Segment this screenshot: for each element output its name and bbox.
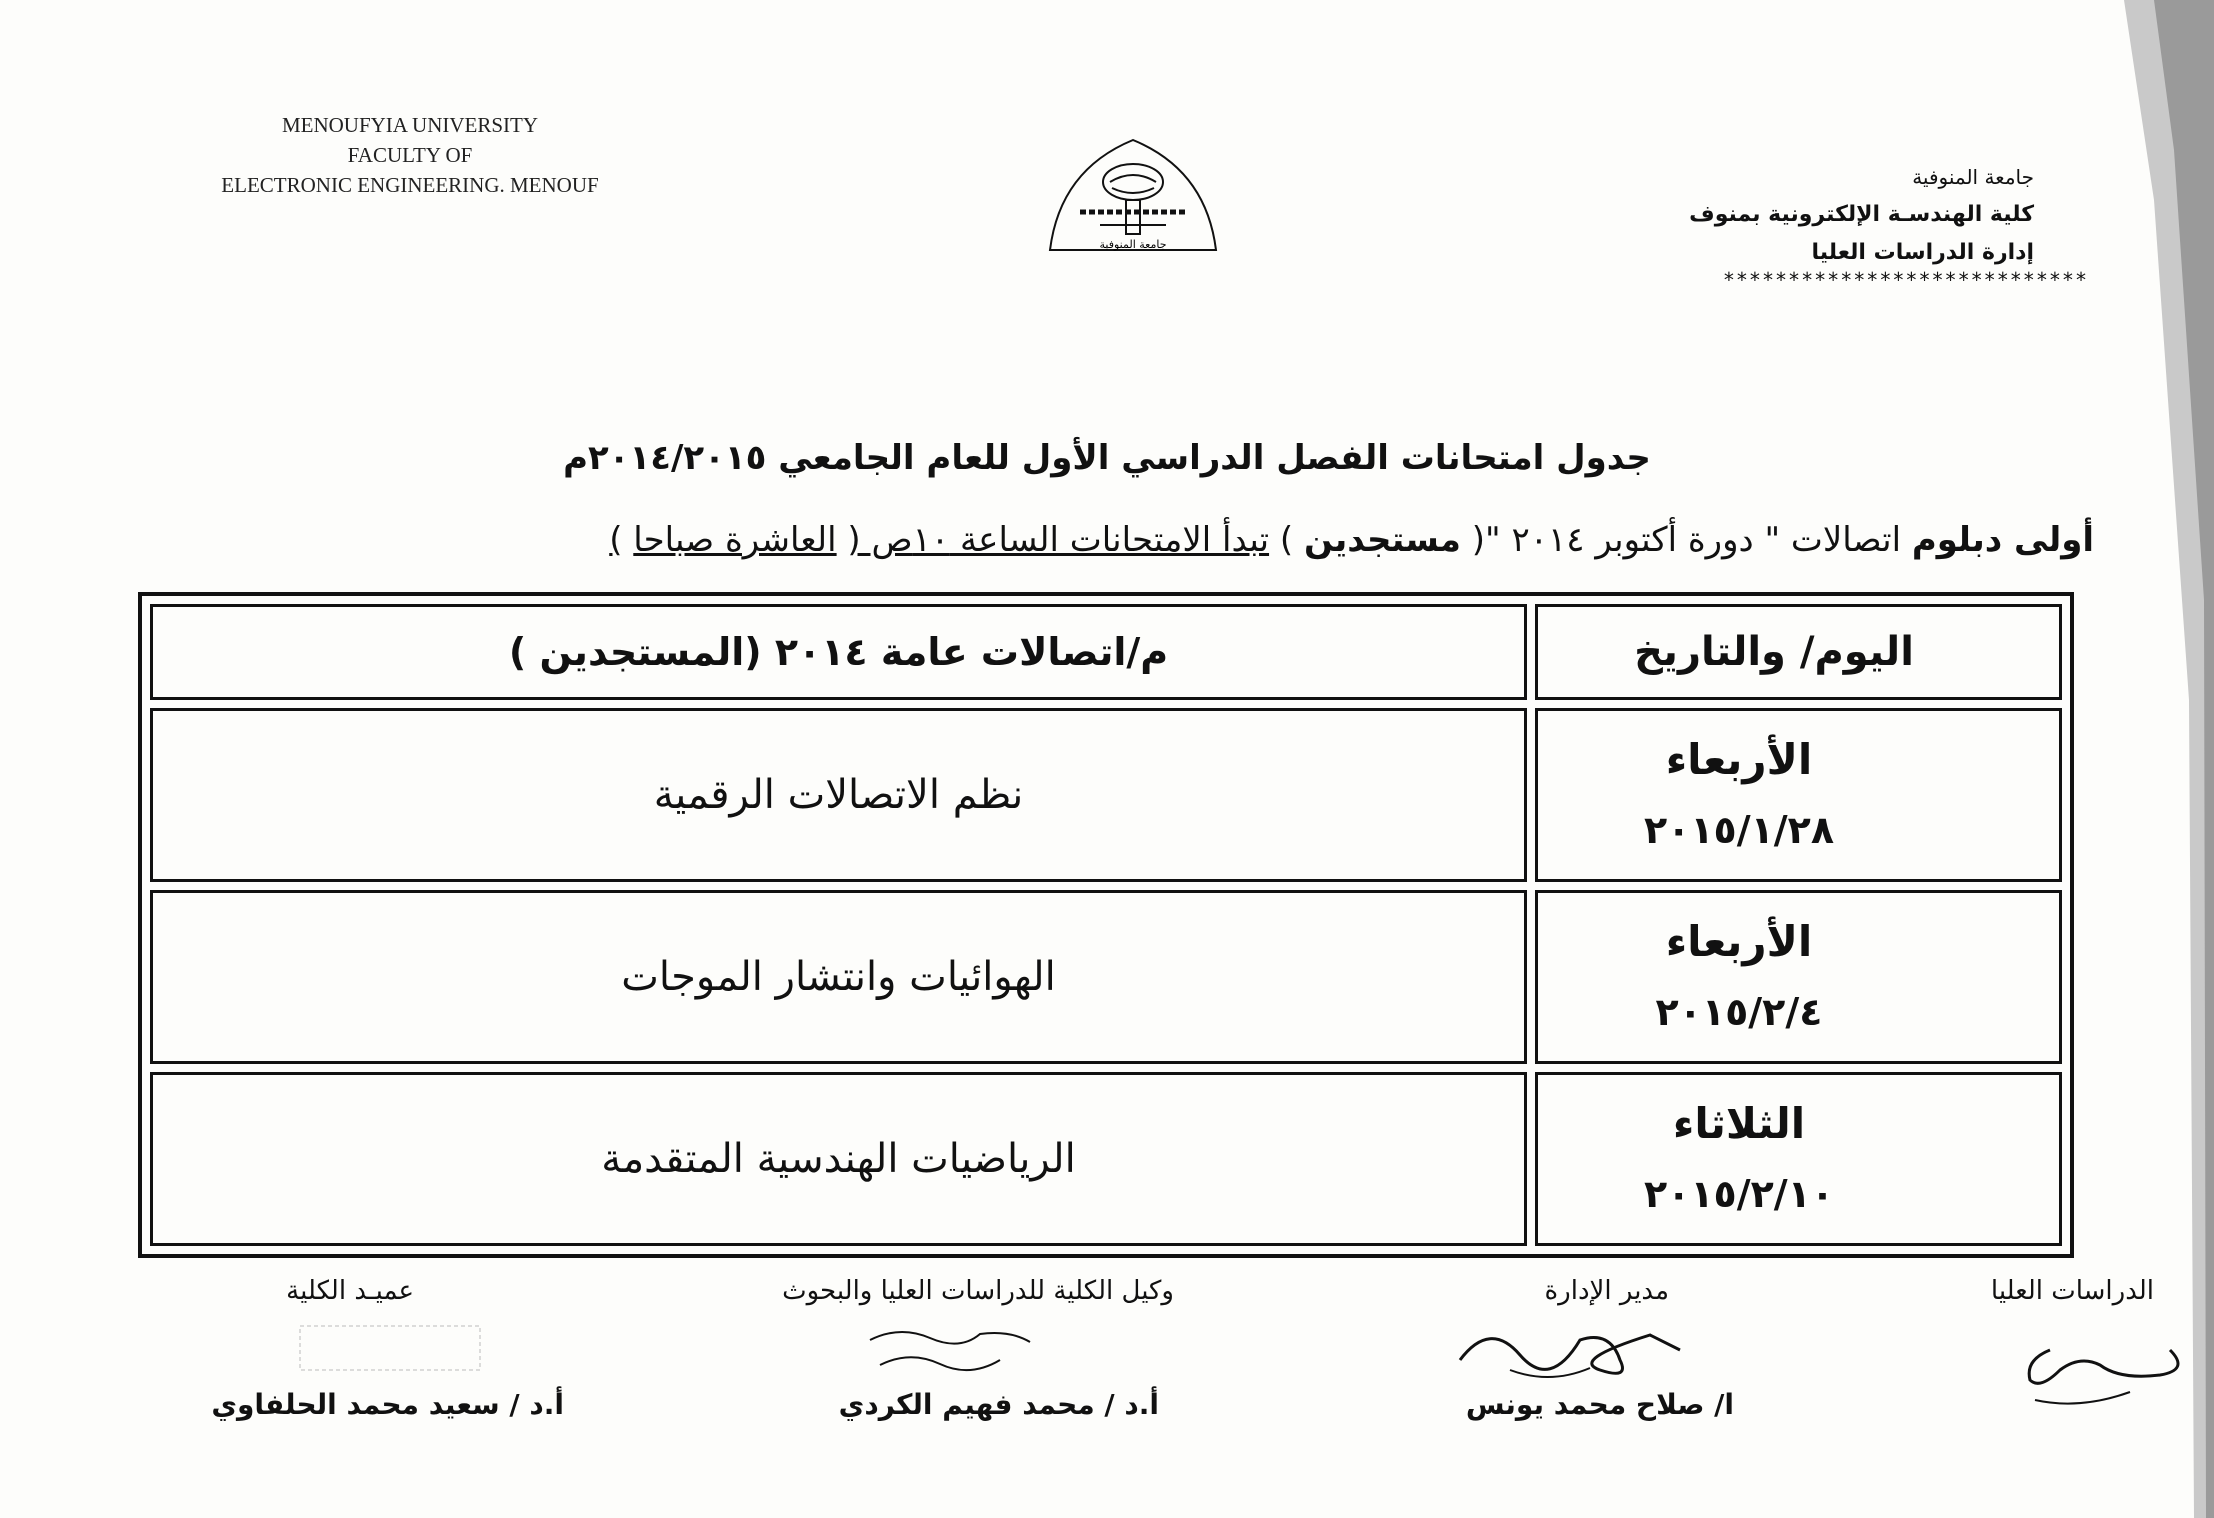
admin-name: ا/ صلاح محمد يونس: [1465, 1388, 1734, 1421]
stars-divider: ****************************: [1722, 268, 2088, 292]
dean-stamp: [290, 1316, 490, 1376]
table-header-row: [150, 604, 2062, 700]
table-row: [150, 1072, 2062, 1246]
english-line-1: MENOUFYIA UNIVERSITY: [281, 113, 539, 137]
subtitle: [609, 520, 2094, 560]
subject-cell: نظم الاتصالات الرقمية: [150, 708, 1527, 882]
day-header: اليوم/ والتاريخ: [1535, 604, 2062, 700]
table-row: [150, 708, 2062, 882]
subject-cell: الهوائيات وانتشار الموجات: [150, 890, 1527, 1064]
day-name: الأربعاء: [1665, 917, 1813, 966]
arabic-line-2: كلية الهندسـة الإلكترونية بمنوف: [1689, 202, 2034, 227]
admin-signature: [1450, 1310, 1690, 1390]
subtitle-program: أولى دبلوم: [1911, 520, 2094, 560]
english-letterhead: [150, 110, 670, 200]
university-seal-icon: [1040, 130, 1226, 260]
admin-title: مدير الإدارة: [1544, 1276, 1669, 1306]
subject-header: م/اتصالات عامة ٢٠١٤ (المستجدين ): [150, 604, 1527, 700]
subtitle-start: تبدأ الامتحانات الساعة ١٠ص (: [847, 520, 1270, 560]
vice-name: أ.د / محمد فهيم الكردي: [838, 1388, 1159, 1421]
day-name: الثلاثاء: [1672, 1099, 1806, 1148]
day-name: الأربعاء: [1665, 735, 1813, 784]
studies-title: الدراسات العليا: [1990, 1276, 2154, 1306]
english-line-2: FACULTY OF: [347, 143, 473, 167]
subject-cell: الرياضيات الهندسية المتقدمة: [150, 1072, 1527, 1246]
day-cell: [1535, 890, 2062, 1064]
subtitle-time: العاشرة صباحا: [633, 520, 837, 560]
page-title: جدول امتحانات الفصل الدراسي الأول للعام الجامعي ٢٠١٤/٢٠١٥م: [563, 438, 1651, 478]
subtitle-close: ): [609, 520, 623, 560]
day-date: ٢٠١٥/١/٢٨: [1643, 808, 1835, 852]
english-line-3: ELECTRONIC ENGINEERING. MENOUF: [221, 173, 599, 197]
subtitle-status: مستجدين: [1303, 520, 1461, 560]
dean-title: عميـد الكلية: [286, 1276, 414, 1306]
day-date: ٢٠١٥/٢/١٠: [1643, 1172, 1835, 1216]
arabic-line-1: جامعة المنوفية: [1912, 165, 2034, 189]
exam-schedule-table: [138, 592, 2074, 1258]
subtitle-part2: ): [1279, 520, 1294, 560]
arabic-letterhead: [1574, 158, 2034, 272]
day-cell: [1535, 708, 2062, 882]
table-row: [150, 890, 2062, 1064]
seal-text: جامعة المنوفية: [1099, 238, 1167, 251]
arabic-line-3: إدارة الدراسات العليا: [1811, 240, 2034, 265]
vice-signature: [860, 1320, 1040, 1380]
subtitle-part1: اتصالات " دورة أكتوبر ٢٠١٤ "(: [1471, 520, 1902, 560]
day-cell: [1535, 1072, 2062, 1246]
vice-title: وكيل الكلية للدراسات العليا والبحوث: [782, 1276, 1174, 1306]
day-date: ٢٠١٥/٢/٤: [1655, 990, 1823, 1034]
studies-signature: [2020, 1330, 2200, 1410]
dean-name: أ.د / سعيد محمد الحلفاوي: [211, 1388, 564, 1421]
